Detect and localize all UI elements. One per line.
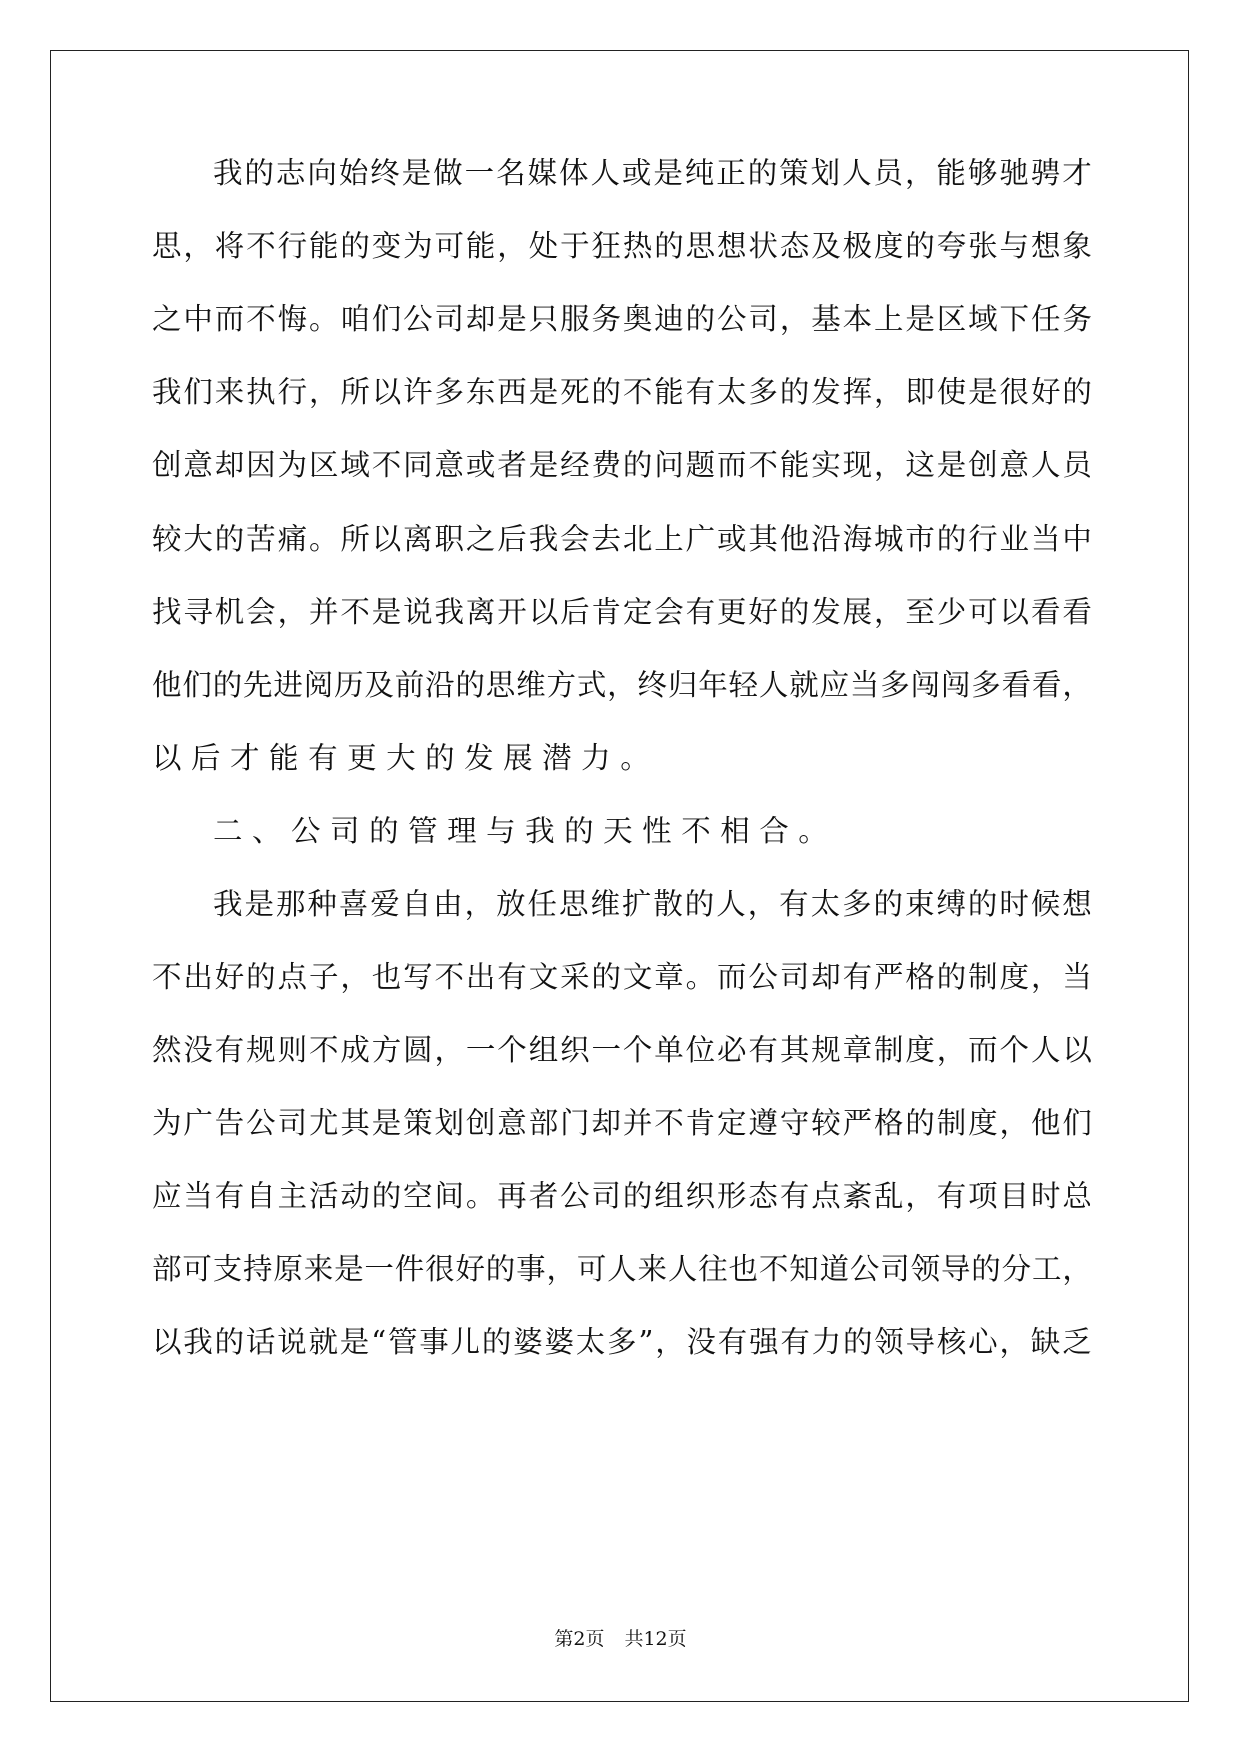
text-line: 然 没 有 规 则 不 成 方 圆 ， 一 个 组 织 一 个 单 位 必 有 其 规 章 制 度 ， 而 个 人 以: [152, 1033, 1092, 1067]
text-line: 我 是 那 种 喜 爱 自 由 ， 放 任 思 维 扩 散 的 人 ， 有 太 多 的 束 缚 的 时 候 想: [213, 887, 1092, 921]
text-line: 二 、 公 司 的 管 理 与 我 的 天 性 不 相 合 。: [213, 814, 828, 848]
text-line: 不 出 好 的 点 子 ， 也 写 不 出 有 文 采 的 文 章 。 而 公 司 却 有 严 格 的 制 度 ， 当: [152, 960, 1092, 994]
text-line: 部 可 支 持 原 来 是 一 件 很 好 的 事 ， 可 人 来 人 往 也 不 知 道 公 司 领 导 的 分 工 ，: [152, 1252, 1092, 1286]
text-line: 以 我 的 话 说 就 是 “ 管 事 儿 的 婆 婆 太 多 ” ， 没 有 强 有 力 的 领 导 核 心 ， 缺 乏: [152, 1325, 1092, 1359]
page-total: 共12页: [624, 1628, 687, 1650]
text-line: 找 寻 机 会 ， 并 不 是 说 我 离 开 以 后 肯 定 会 有 更 好 的 发 展 ， 至 少 可 以 看 看: [152, 595, 1092, 629]
text-line: 我 们 来 执 行 ， 所 以 许 多 东 西 是 死 的 不 能 有 太 多 的 发 挥 ， 即 使 是 很 好 的: [152, 375, 1092, 409]
text-line: 创 意 却 因 为 区 域 不 同 意 或 者 是 经 费 的 问 题 而 不 能 实 现 ， 这 是 创 意 人 员: [152, 448, 1092, 482]
page-number: 第2页: [554, 1628, 605, 1650]
text-line: 以 后 才 能 有 更 大 的 发 展 潜 力 。: [152, 741, 650, 775]
text-line: 思 ， 将 不 行 能 的 变 为 可 能 ， 处 于 狂 热 的 思 想 状 态 及 极 度 的 夸 张 与 想 象: [152, 229, 1092, 263]
text-line: 我 的 志 向 始 终 是 做 一 名 媒 体 人 或 是 纯 正 的 策 划 人 员 ， 能 够 驰 骋 才: [213, 156, 1092, 190]
text-line: 为 广 告 公 司 尤 其 是 策 划 创 意 部 门 却 并 不 肯 定 遵 守 较 严 格 的 制 度 ， 他 们: [152, 1106, 1092, 1140]
page-border: [50, 50, 1189, 1702]
text-line: 较 大 的 苦 痛 。 所 以 离 职 之 后 我 会 去 北 上 广 或 其 他 沿 海 城 市 的 行 业 当 中: [152, 522, 1092, 556]
page-footer: [0, 1626, 1241, 1652]
text-line: 应 当 有 自 主 活 动 的 空 间 。 再 者 公 司 的 组 织 形 态 有 点 紊 乱 ， 有 项 目 时 总: [152, 1179, 1092, 1213]
text-line: 他 们 的 先 进 阅 历 及 前 沿 的 思 维 方 式 ， 终 归 年 轻 人 就 应 当 多 闯 闯 多 看 看 ，: [152, 668, 1092, 702]
text-line: 之 中 而 不 悔 。 咱 们 公 司 却 是 只 服 务 奥 迪 的 公 司 ， 基 本 上 是 区 域 下 任 务: [152, 302, 1092, 336]
